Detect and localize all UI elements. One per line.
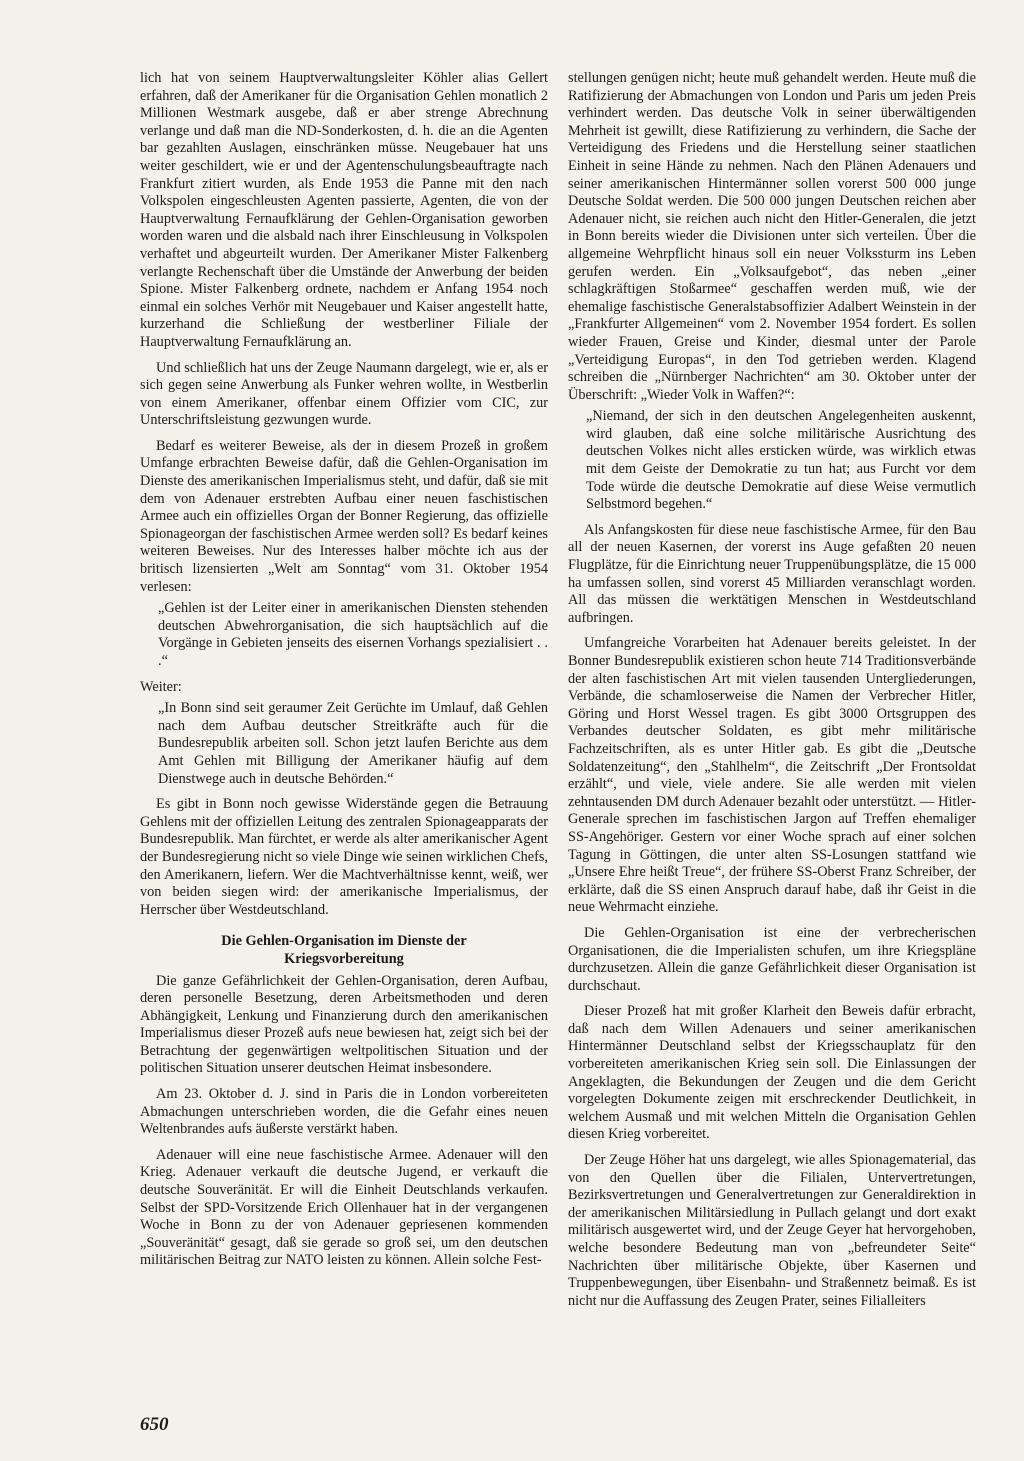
paragraph: Als Anfangskosten für diese neue faschistische Armee, für den Bau all der neuen Kasernen, der vorerst ins Auge gefaßten 20 neuen Flugplätze, für die Einrichtung neuer Truppenübungsplätze, die 15 000 ha umfassen sollen, sind vorerst 45 Milliarden veranschlagt worden. All das müssen die werktätigen Menschen in Westdeutschland aufbringen.	[568, 521, 976, 626]
block-quote	[158, 600, 548, 670]
paragraph: Bedarf es weiterer Beweise, als der in diesem Prozeß in großem Umfange erbrachten Beweise dafür, daß die Gehlen-Organisation im Dienste des amerikanischen Imperialismus steht, und dafür, daß sie mit dem von Adenauer erstrebten Aufbau einer neuen faschistischen Armee auch ein offizielles Organ der Bonner Regierung, das offizielle Spionageorgan der faschistischen Armee werden soll? Es bedarf keines weiteren Beweises. Nur des Interesses halber möchte ich aus der britisch lizensierten „Welt am Sonntag“ vom 31. Oktober 1954 verlesen:	[140, 437, 548, 595]
quote-text: „Gehlen ist der Leiter einer in amerikanischen Diensten stehenden deutschen Abwehrorganisation, die sich hauptsächlich auf die Vorgänge in Gebieten jenseits des eisernen Vorhangs spezialisiert . . .“	[158, 600, 548, 669]
paragraph: Dieser Prozeß hat mit großer Klarheit den Beweis dafür erbracht, daß nach dem Willen Adenauers und seiner amerikanischen Hintermänner Deutschland selbst der Kriegsschauplatz für den vorbereiteten amerikanischen Krieg sein soll. Die Einlassungen der Angeklagten, die Bekundungen der Zeugen und die dem Gericht vorgelegten Dokumente zeigen mit erschreckender Deutlichkeit, in welchem Ausmaß und mit welchen Mitteln die Organisation Gehlen diesen Krieg vorbereitet.	[568, 1003, 976, 1143]
paragraph: Adenauer will eine neue faschistische Armee. Adenauer will den Krieg. Adenauer verkauft die deutsche Jugend, er verkauft die deutsche Souveränität. Er will die Einheit Deutschlands verkaufen. Selbst der SPD-Vorsitzende Erich Ollenhauer hat in der vergangenen Woche in Bonn zu der von Adenauer gepriesenen kommenden „Souveränität“ gesagt, daß sie gerade so groß sei, um den deutschen militärischen Beitrag zur NATO leisten zu können. Allein solche Fest-	[140, 1146, 548, 1269]
paragraph: Umfangreiche Vorarbeiten hat Adenauer bereits geleistet. In der Bonner Bundesrepublik existieren schon heute 714 Traditionsverbände der alten faschistischen Art mit vielen tausenden Untergliederungen, Verbände, die schamloserweise die Namen der Verbrecher Hitler, Göring und Horst Wessel tragen. Es gibt 3000 Ortsgruppen des Verbandes deutscher Soldaten, es gibt mehr militärische Fachzeitschriften, als es unter Hitler gab. Es gibt die „Deutsche Soldatenzeitung“, den „Stahlhelm“, die Zeitschrift „Der Frontsoldat erzählt“, und viele, viele andere. Sie alle werden mit vielen zehntausenden DM durch Adenauer bezahlt oder unterstützt. — Hitler-Generale sprechen im faschistischen Jargon auf Treffen ehemaliger SS-Angehöriger. Gestern vor einer Woche sprach auf einer solchen Tagung in Göttingen, die unter alten SS-Losungen stattfand wie „Unsere Ehre heißt Treue“, der frühere SS-Oberst Franz Schreiber, der erklärte, daß die SS einen Anspruch darauf habe, daß ihr Geist in die neue Wehrmacht einziehe.	[568, 635, 976, 916]
text-columns	[140, 70, 976, 1310]
right-column	[568, 70, 976, 1310]
paragraph: Weiter:	[140, 678, 182, 695]
paragraph: Am 23. Oktober d. J. sind in Paris die in London vorbereiteten Abmachungen unterschrieben worden, die die Gefahr eines neuen Weltenbrandes aufs äußerste verstärkt haben.	[140, 1086, 548, 1138]
paragraph: lich hat von seinem Hauptverwaltungsleiter Köhler alias Gellert erfahren, daß der Amerikaner für die Organisation Gehlen monatlich 2 Millionen Westmark ausgebe, daß er aber strenge Abrechnung verlange und daß man die ND-Sonderkosten, d. h. die an die Agenten bar gezahlten Auslagen, einschränken müsse. Neugebauer hat uns weiter geschildert, wie er und der Agentenschulungsbeauftragte nach Frankfurt zitiert wurden, als Ende 1953 die Panne mit den nach Volkspolen eingeschleusten Agenten passierte, Agenten, die von der Hauptverwaltung Fernaufklärung der Gehlen-Organisation geworben worden waren und die alsbald nach ihrer Einschleusung in Volkspolen verhaftet und abgeurteilt wurden. Der Amerikaner Mister Falkenberg verlangte Rechenschaft über die Umstände der Anwerbung der beiden Spione. Mister Falkenberg ordnete, nachdem er Anfang 1954 noch einmal ein solches Verhör mit Neugebauer und Kaiser angestellt hatte, kurzerhand die Schließung der westberliner Filiale der Hauptverwaltung Fernaufklärung an.	[140, 70, 548, 350]
paragraph: Der Zeuge Höher hat uns dargelegt, wie alles Spionagematerial, das von den Quellen über die Filialen, Untervertretungen, Bezirksvertretungen und Generalvertretungen zur Generaldirektion in der amerikanischen Militärsiedlung in Pullach gelangt und dort exakt militärisch ausgewertet wird, und der Zeuge Geyer hat hervorgehoben, welche besondere Bedeutung man von „befreundeter Seite“ Nachrichten über militärische Objekte, über Kasernen und Truppenbewegungen, über Eisenbahn- und Straßennetz beimaß. Es ist nicht nur die Auffassung des Zeugen Prater, seines Filialleiters	[568, 1152, 976, 1309]
section-heading: Die Gehlen-Organisation im Dienste der Kriegsvorbereitung	[221, 933, 467, 967]
quote-text: „In Bonn sind seit geraumer Zeit Gerüchte im Umlauf, daß Gehlen nach dem Aufbau deutscher Streitkräfte auch für die Bundesrepublik arbeiten soll. Schon jetzt laufen Berichte aus dem Amt Gehlen mit Billigung der Amerikaner häufig auf dem Dienstwege auch in deutsche Behörden.“	[158, 700, 548, 787]
paragraph: Die ganze Gefährlichkeit der Gehlen-Organisation, deren Aufbau, deren personelle Besetzung, deren Arbeitsmethoden und deren Abhängigkeit, Lenkung und Finanzierung durch den amerikanischen Imperialismus dieser Prozeß aufs neue bewiesen hat, zeigt sich bei der Betrachtung der gegenwärtigen weltpolitischen Situation und der politischen Situation unserer deutschen Heimat insbesondere.	[140, 972, 548, 1077]
block-quote	[586, 408, 976, 514]
page-number: 650	[140, 1414, 169, 1435]
quote-text: „Niemand, der sich in den deutschen Angelegenheiten auskennt, wird glauben, daß eine solche militärische Ausrichtung des deutschen Volkes nicht alles ersticken würde, was wirklich etwas mit dem Geiste der Demokratie zu tun hat; aus Furcht vor dem Tode würde die deutsche Demokratie auf diese Weise vermutlich Selbstmord begehen.“	[586, 408, 976, 513]
block-quote	[158, 700, 548, 788]
paragraph: stellungen genügen nicht; heute muß gehandelt werden. Heute muß die Ratifizierung der Abmachungen von London und Paris um jeden Preis verhindert werden. Das deutsche Volk in seiner überwältigenden Mehrheit ist gewillt, diese Ratifizierung zu verhindern, die Sache der Verteidigung des Friedens und die Herstellung seiner staatlichen Einheit in seine Hände zu nehmen. Nach den Plänen Adenauers und seiner amerikanischen Hintermänner sollen vorerst 500 000 junge Deutsche Soldat werden. Die 500 000 jungen Deutschen reichen aber Adenauer nicht, sie reichen auch nicht den Hitler-Generalen, die jetzt in Bonn bereits wieder die Divisionen unter sich verteilen. Über die allgemeine Wehrpflicht hinaus soll ein neuer Volkssturm ins Leben gerufen werden. Ein „Volksaufgebot“, das neben „einer schlagkräftigen Stoßarmee“ geschaffen werden muß, wie der ehemalige faschistische Generalstabsoffizier Adalbert Weinstein in der „Frankfurter Allgemeinen“ vom 2. November 1954 fordert. Es sollen wieder Frauen, Greise und Kinder, diesmal unter der Parole „Verteidigung Europas“, in den Tod getrieben werden. Klagend schreiben die „Nürnberger Nachrichten“ am 30. Oktober unter der Überschrift: „Wieder Volk in Waffen?“:	[568, 70, 976, 403]
paragraph: Und schließlich hat uns der Zeuge Naumann dargelegt, wie er, als er sich gegen seine Anwerbung als Funker wehren wollte, in Westberlin von einem Amerikaner, offenbar einem Offizier vom CIC, zur Unterschriftsleistung gezwungen wurde.	[140, 359, 548, 429]
left-column	[140, 70, 548, 1310]
paragraph: Es gibt in Bonn noch gewisse Widerstände gegen die Betrauung Gehlens mit der offiziellen Leitung des zentralen Spionageapparats der Bundesrepublik. Man fürchtet, er werde als alter amerikanischer Agent der Bundesregierung nicht so viele Dinge wie seinen wirklichen Chefs, den Amerikanern, liefern. Wer die Machtverhältnisse kennt, weiß, wer von beiden siegen wird: der amerikanische Imperialismus, der Herrscher über Westdeutschland.	[140, 796, 548, 918]
paragraph: Die Gehlen-Organisation ist eine der verbrecherischen Organisationen, die die Imperialisten schufen, um ihre Kriegspläne durchzusetzen. Allein die ganze Gefährlichkeit dieser Organisation ist durchschaut.	[568, 924, 976, 994]
